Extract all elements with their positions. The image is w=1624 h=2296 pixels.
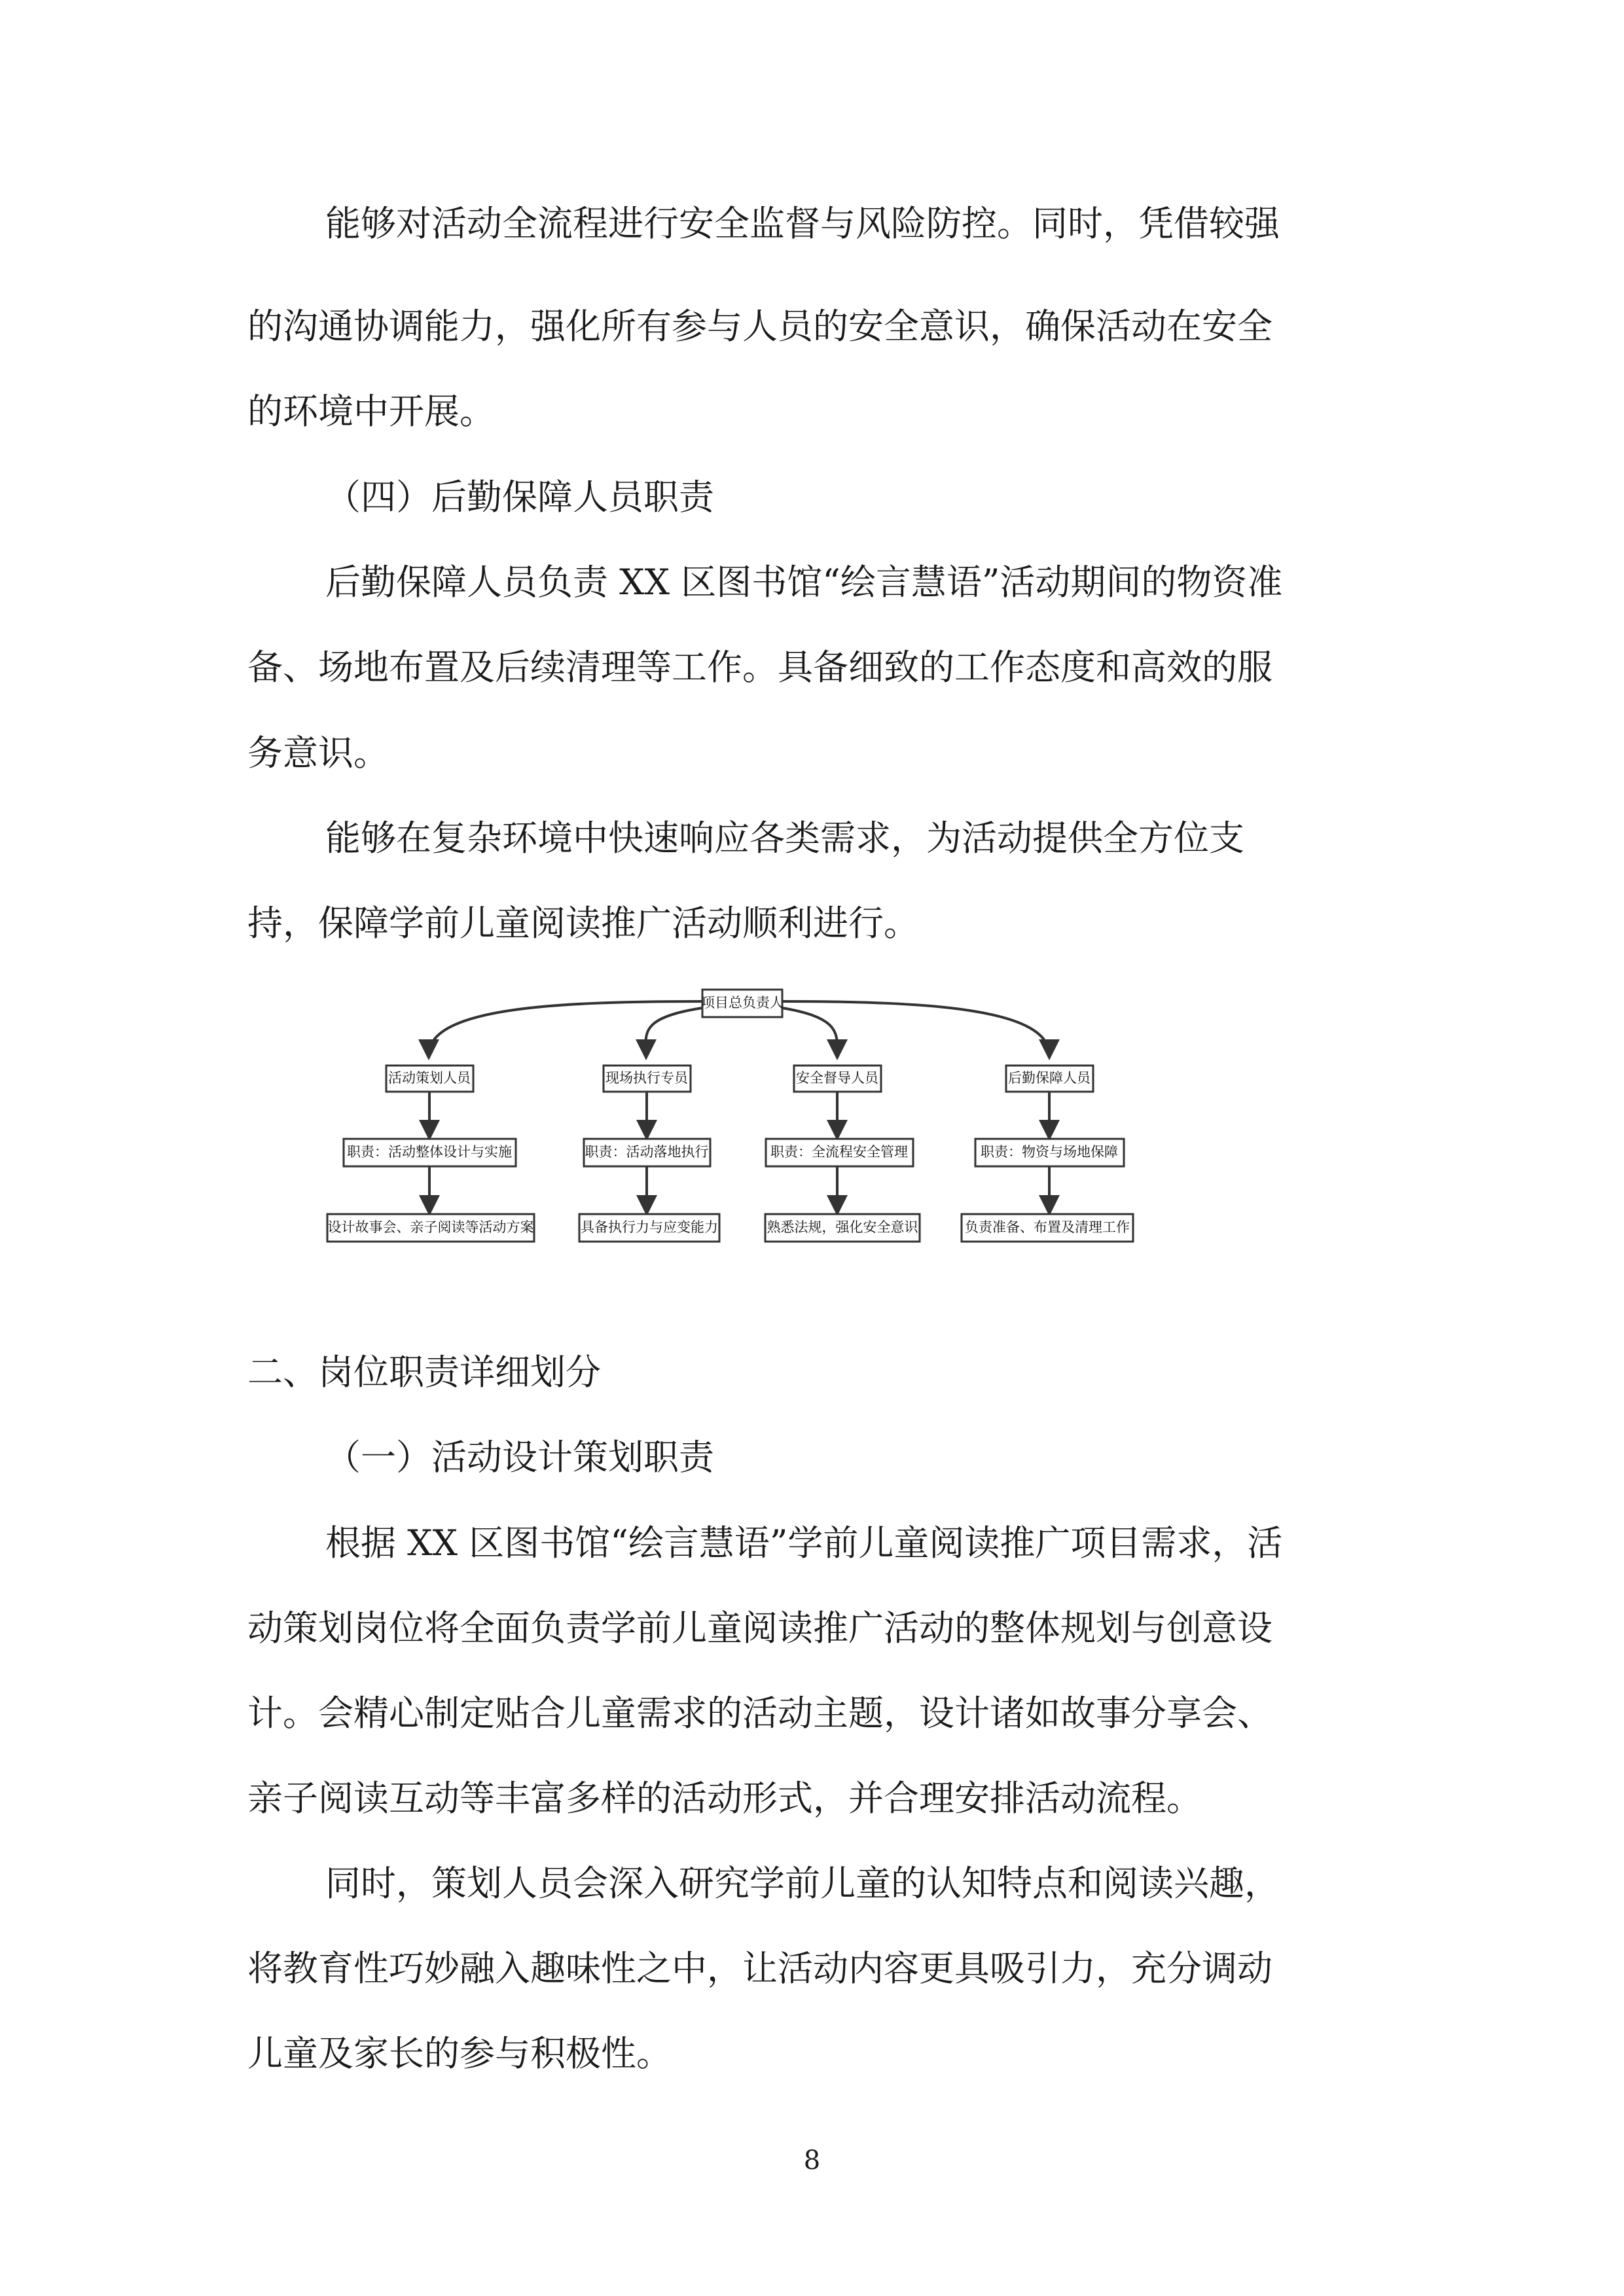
section-heading-1: （一）活动设计策划职责	[325, 1437, 714, 1478]
org-branch-planning	[327, 1066, 534, 1242]
branch-detail-safety: 熟悉法规，强化安全意识	[767, 1219, 918, 1235]
body-line-12: 根据 XX 区图书馆“绘言慧语”学前儿童阅读推广项目需求，活	[325, 1522, 1283, 1564]
org-root-label: 项目总负责人	[701, 995, 784, 1011]
branch-duty-safety: 职责：全流程安全管理	[770, 1144, 908, 1160]
branch-role-onsite: 现场执行专员	[605, 1070, 688, 1086]
body-line-3: 的环境中开展。	[247, 391, 495, 432]
connector-root-to-planning	[429, 1001, 702, 1055]
connector-root-to-safety	[782, 1008, 837, 1055]
branch-detail-planning: 设计故事会、亲子阅读等活动方案	[327, 1219, 534, 1235]
page-number: 8	[803, 2145, 821, 2176]
branch-role-planning: 活动策划人员	[388, 1070, 471, 1086]
body-line-13: 动策划岗位将全面负责学前儿童阅读推广活动的整体规划与创意设	[247, 1607, 1272, 1649]
branch-duty-logistics: 职责：物资与场地保障	[981, 1144, 1118, 1160]
body-line-17: 将教育性巧妙融入趣味性之中，让活动内容更具吸引力，充分调动	[247, 1948, 1272, 1989]
org-chart	[324, 982, 1139, 1250]
org-branch-safety	[765, 1066, 920, 1242]
connector-root-to-logistics	[782, 1001, 1049, 1055]
org-branch-logistics	[962, 1066, 1133, 1242]
section-heading-4: （四）后勤保障人员职责	[325, 476, 714, 518]
body-line-8: 能够在复杂环境中快速响应各类需求，为活动提供全方位支	[325, 817, 1244, 859]
body-line-14: 计。会精心制定贴合儿童需求的活动主题，设计诸如故事分享会、	[247, 1693, 1272, 1734]
branch-duty-planning: 职责：活动整体设计与实施	[347, 1144, 512, 1160]
body-line-2: 的沟通协调能力，强化所有参与人员的安全意识，确保活动在安全	[247, 306, 1272, 347]
branch-detail-logistics: 负责准备、布置及清理工作	[965, 1219, 1130, 1235]
chapter-heading: 二、岗位职责详细划分	[247, 1352, 601, 1393]
body-line-5: 后勤保障人员负责 XX 区图书馆“绘言慧语”活动期间的物资准	[325, 562, 1283, 603]
branch-role-safety: 安全督导人员	[796, 1070, 878, 1086]
body-line-9: 持，保障学前儿童阅读推广活动顺利进行。	[247, 903, 919, 944]
body-line-18: 儿童及家长的参与积极性。	[247, 2033, 672, 2074]
connector-root-to-onsite	[646, 1008, 702, 1055]
org-branch-onsite	[579, 1066, 719, 1242]
branch-detail-onsite: 具备执行力与应变能力	[581, 1219, 718, 1235]
branch-duty-onsite: 职责：活动落地执行	[585, 1144, 709, 1160]
body-line-15: 亲子阅读互动等丰富多样的活动形式，并合理安排活动流程。	[247, 1778, 1202, 1819]
branch-role-logistics: 后勤保障人员	[1008, 1070, 1091, 1086]
body-line-16: 同时，策划人员会深入研究学前儿童的认知特点和阅读兴趣，	[325, 1863, 1280, 1904]
org-root-node	[701, 990, 784, 1017]
body-line-6: 备、场地布置及后续清理等工作。具备细致的工作态度和高效的服	[247, 647, 1272, 688]
body-line-1: 能够对活动全流程进行安全监督与风险防控。同时，凭借较强	[325, 203, 1280, 244]
body-line-7: 务意识。	[247, 732, 389, 774]
